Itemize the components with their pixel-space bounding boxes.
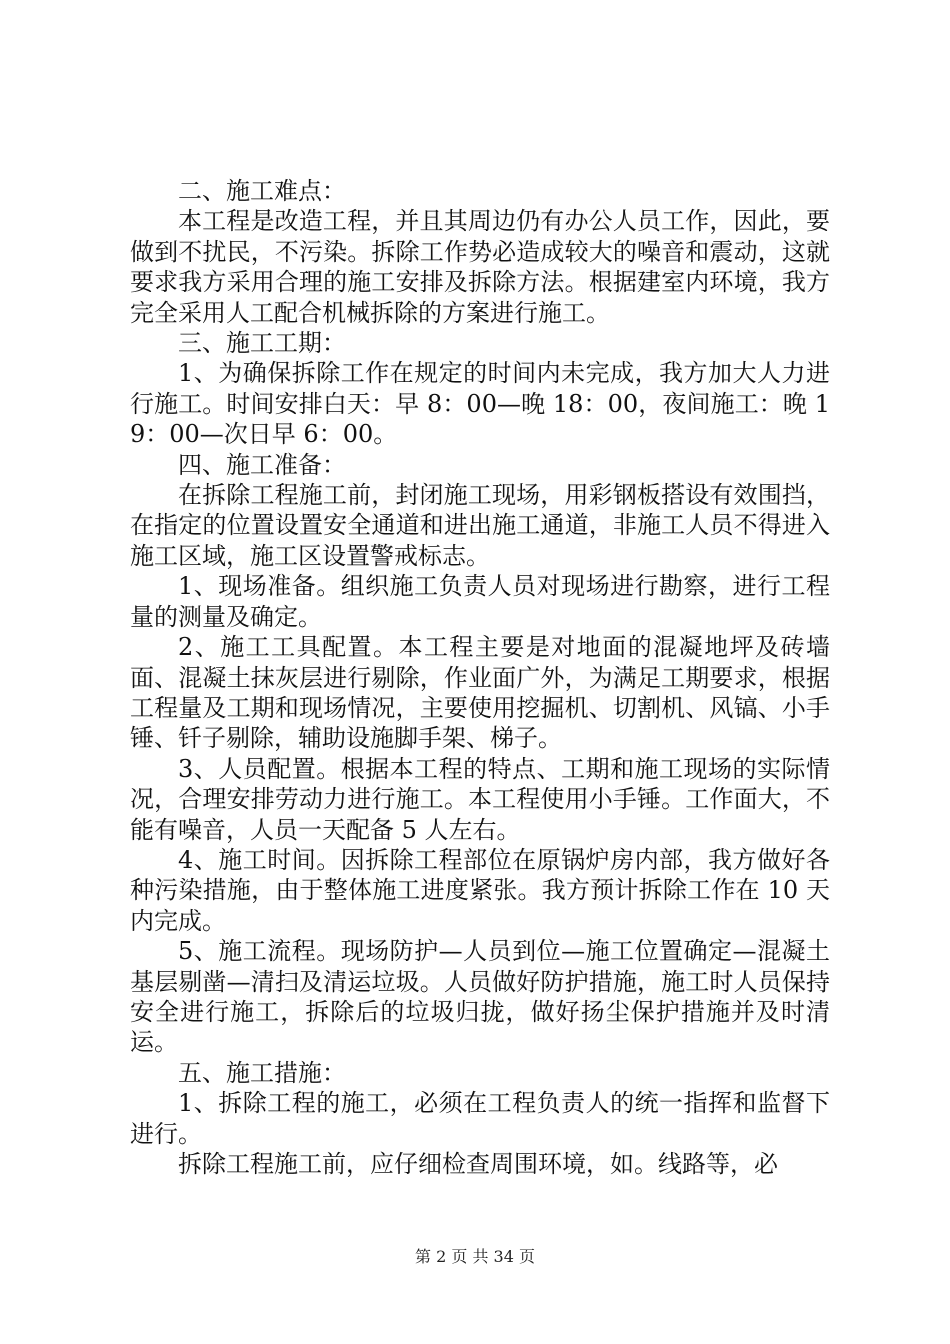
heading-schedule: 三、施工工期：: [178, 329, 346, 358]
document-body: [130, 176, 830, 1179]
heading-difficulties: 二、施工难点：: [178, 177, 346, 205]
paragraph-staffing: 3、人员配置。根据本工程的特点、工期和施工现场的实际情况，合理安排劳动力进行施工。本工程使用小手锤。工作面大，不能有噪音，人员一天配备 5 人左右。: [130, 754, 830, 844]
paragraph-tool-configuration: 2、施工工具配置。本工程主要是对地面的混凝地坪及砖墙面、混凝土抹灰层进行剔除，作业面广外，为满足工期要求，根据工程量及工期和现场情况，主要使用挖掘机、切割机、风镐、小手锤、钎子剔除，辅助设施脚手架、梯子。: [130, 633, 830, 753]
paragraph-schedule: 1、为确保拆除工作在规定的时间内未完成，我方加大人力进行施工。时间安排白天：早 8：00—晚 18：00，夜间施工：晚 19：00—次日早 6：00。: [130, 359, 830, 449]
heading-measures: 五、施工措施：: [178, 1058, 346, 1087]
paragraph-difficulties: 本工程是改造工程，并且其周边仍有办公人员工作，因此，要做到不扰民，不污染。拆除工作势必造成较大的噪音和震动，这就要求我方采用合理的施工安排及拆除方法。根据建室内环境，我方完全采用人工配合机械拆除的方案进行施工。: [130, 207, 830, 327]
paragraph-construction-time: 4、施工时间。因拆除工程部位在原锅炉房内部，我方做好各种污染措施，由于整体施工进度紧张。我方预计拆除工作在 10 天内完成。: [130, 845, 830, 935]
paragraph-process-flow: 5、施工流程。现场防护—人员到位—施工位置确定—混凝土基层剔凿—清扫及清运垃圾。人员做好防护措施，施工时人员保持安全进行施工，拆除后的垃圾归拢，做好扬尘保护措施并及时清运。: [130, 937, 830, 1057]
paragraph-preparation-intro: 在拆除工程施工前，封闭施工现场，用彩钢板搭设有效围挡，在指定的位置设置安全通道和进出施工通道，非施工人员不得进入施工区域，施工区设置警戒标志。: [130, 481, 830, 570]
paragraph-site-preparation: 1、现场准备。组织施工负责人员对现场进行勘察，进行工程量的测量及确定。: [130, 572, 830, 631]
paragraph-measure-1: 1、拆除工程的施工，必须在工程负责人的统一指挥和监督下进行。: [130, 1089, 830, 1148]
page-number-footer: 第 2 页 共 34 页: [415, 1247, 535, 1266]
paragraph-measure-inspection: 拆除工程施工前，应仔细检查周围环境，如。线路等，必: [178, 1150, 778, 1178]
heading-preparation: 四、施工准备：: [178, 450, 346, 479]
